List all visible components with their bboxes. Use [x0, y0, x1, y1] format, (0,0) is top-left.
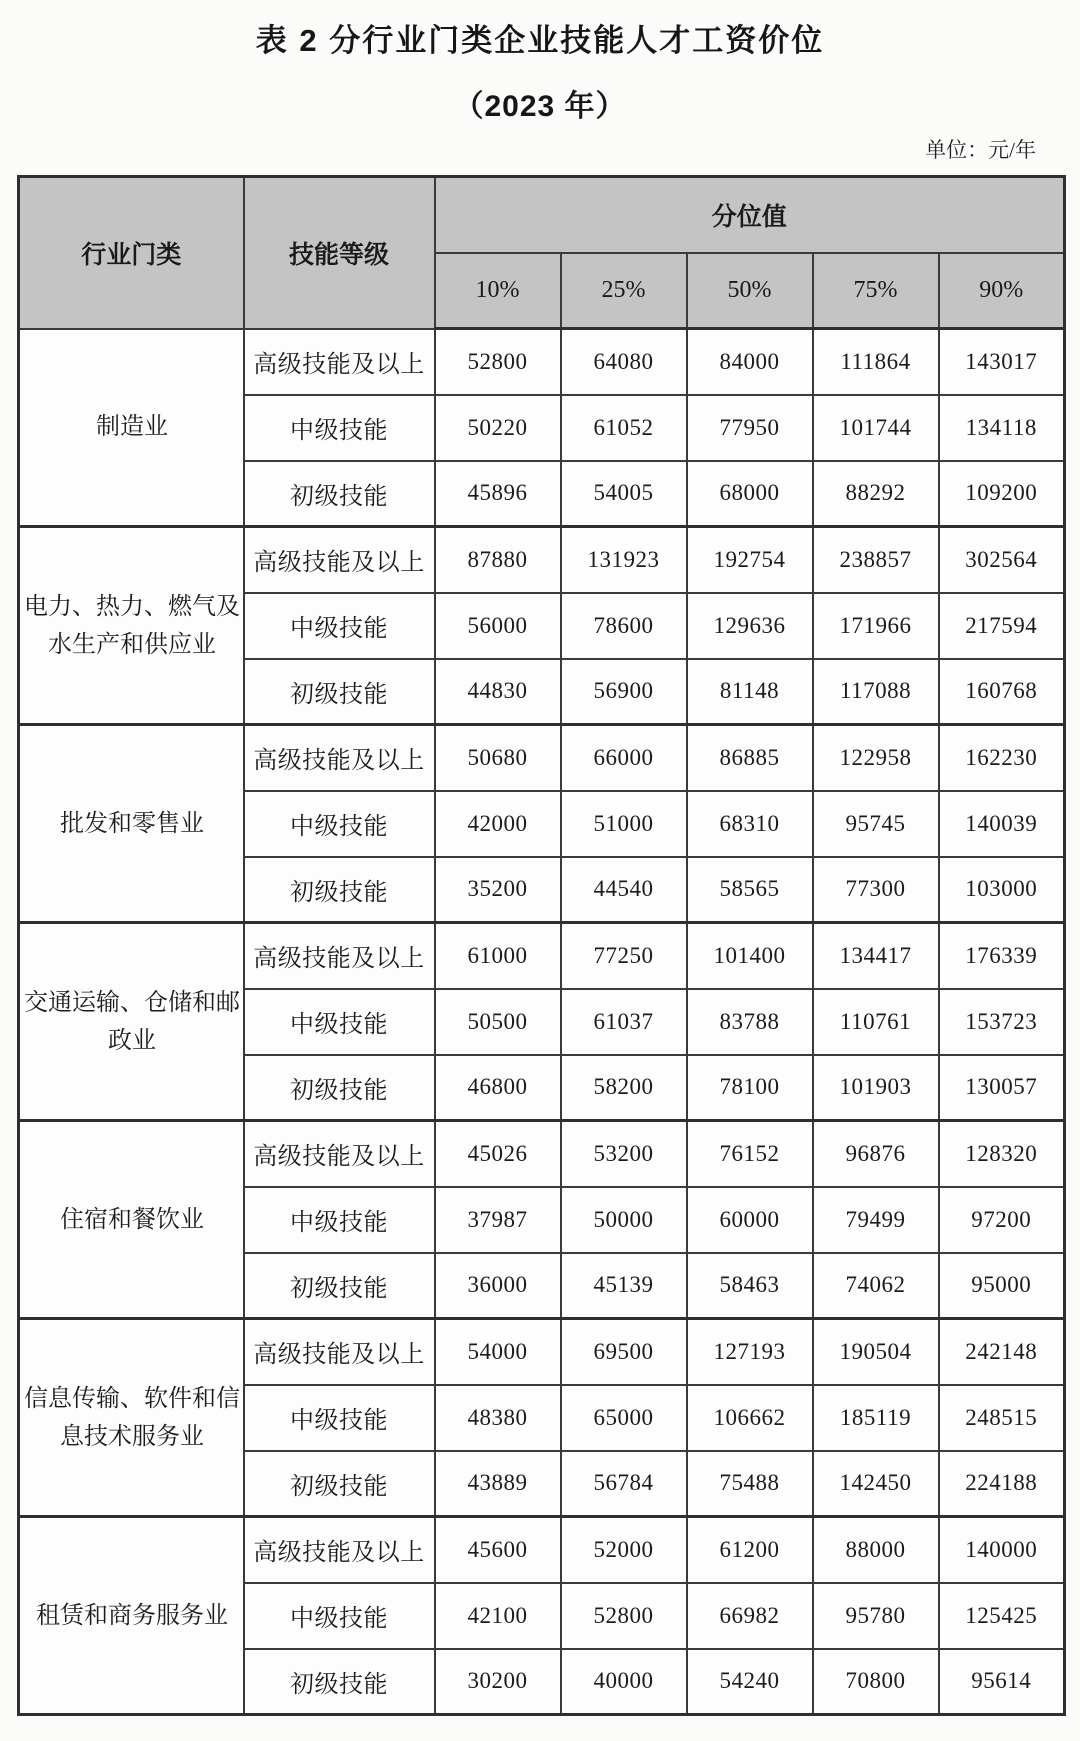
- wage-value-cell: 45896: [435, 461, 561, 527]
- wage-value-cell: 45139: [561, 1253, 687, 1319]
- skill-level-cell: 初级技能: [244, 857, 435, 923]
- wage-value-cell: 36000: [435, 1253, 561, 1319]
- wage-value-cell: 53200: [561, 1121, 687, 1187]
- wage-value-cell: 140039: [939, 791, 1065, 857]
- header-industry: 行业门类: [19, 177, 244, 329]
- wage-value-cell: 95000: [939, 1253, 1065, 1319]
- wage-value-cell: 96876: [813, 1121, 939, 1187]
- wage-value-cell: 176339: [939, 923, 1065, 989]
- wage-value-cell: 74062: [813, 1253, 939, 1319]
- wage-value-cell: 88000: [813, 1517, 939, 1583]
- skill-level-cell: 高级技能及以上: [244, 923, 435, 989]
- header-row-top: [19, 177, 1065, 253]
- wage-value-cell: 48380: [435, 1385, 561, 1451]
- industry-cell: [19, 329, 244, 527]
- wage-value-cell: 50220: [435, 395, 561, 461]
- unit-label: 单位：元/年: [925, 138, 1036, 162]
- skill-level-cell: 高级技能及以上: [244, 725, 435, 791]
- wage-value-cell: 140000: [939, 1517, 1065, 1583]
- industry-name: 交通运输、仓储和邮政业: [24, 989, 240, 1054]
- wage-value-cell: 224188: [939, 1451, 1065, 1517]
- header-percentile-group: 分位值: [435, 177, 1065, 253]
- wage-value-cell: 302564: [939, 527, 1065, 593]
- page-subtitle: （2023 年）: [453, 90, 627, 123]
- skill-level-cell: 高级技能及以上: [244, 1121, 435, 1187]
- skill-level-cell: 中级技能: [244, 1583, 435, 1649]
- table-row: [19, 329, 1065, 395]
- wage-value-cell: 46800: [435, 1055, 561, 1121]
- industry-cell: [19, 1517, 244, 1715]
- skill-level-cell: 初级技能: [244, 1451, 435, 1517]
- wage-value-cell: 143017: [939, 329, 1065, 395]
- wage-value-cell: 50680: [435, 725, 561, 791]
- industry-name: 电力、热力、燃气及水生产和供应业: [24, 593, 240, 658]
- wage-value-cell: 185119: [813, 1385, 939, 1451]
- wage-value-cell: 106662: [687, 1385, 813, 1451]
- industry-name: 住宿和餐饮业: [60, 1206, 204, 1233]
- table-row: [19, 1517, 1065, 1583]
- wage-value-cell: 134118: [939, 395, 1065, 461]
- industry-cell: [19, 1319, 244, 1517]
- wage-value-cell: 76152: [687, 1121, 813, 1187]
- wage-value-cell: 125425: [939, 1583, 1065, 1649]
- wage-value-cell: 81148: [687, 659, 813, 725]
- wage-value-cell: 78600: [561, 593, 687, 659]
- industry-name: 制造业: [96, 414, 168, 441]
- wage-value-cell: 37987: [435, 1187, 561, 1253]
- wage-value-cell: 61200: [687, 1517, 813, 1583]
- wage-value-cell: 54240: [687, 1649, 813, 1715]
- wage-value-cell: 79499: [813, 1187, 939, 1253]
- wage-value-cell: 129636: [687, 593, 813, 659]
- table-row: [19, 1319, 1065, 1385]
- page-title: 表 2 分行业门类企业技能人才工资价位: [255, 23, 825, 58]
- wage-value-cell: 58463: [687, 1253, 813, 1319]
- wage-value-cell: 86885: [687, 725, 813, 791]
- wage-value-cell: 64080: [561, 329, 687, 395]
- wage-value-cell: 101744: [813, 395, 939, 461]
- wage-value-cell: 109200: [939, 461, 1065, 527]
- header-percentile-25: 25%: [561, 253, 687, 329]
- skill-level-cell: 中级技能: [244, 791, 435, 857]
- wage-value-cell: 75488: [687, 1451, 813, 1517]
- wage-value-cell: 66982: [687, 1583, 813, 1649]
- wage-value-cell: 122958: [813, 725, 939, 791]
- skill-level-cell: 初级技能: [244, 659, 435, 725]
- skill-level-cell: 初级技能: [244, 1253, 435, 1319]
- wage-value-cell: 190504: [813, 1319, 939, 1385]
- wage-value-cell: 56784: [561, 1451, 687, 1517]
- wage-value-cell: 238857: [813, 527, 939, 593]
- wage-table: [17, 175, 1066, 1716]
- skill-level-cell: 初级技能: [244, 1649, 435, 1715]
- wage-value-cell: 54000: [435, 1319, 561, 1385]
- table-row: [19, 527, 1065, 593]
- table-row: [19, 725, 1065, 791]
- wage-value-cell: 101400: [687, 923, 813, 989]
- wage-value-cell: 95745: [813, 791, 939, 857]
- wage-value-cell: 192754: [687, 527, 813, 593]
- wage-value-cell: 130057: [939, 1055, 1065, 1121]
- industry-cell: [19, 527, 244, 725]
- wage-value-cell: 30200: [435, 1649, 561, 1715]
- wage-value-cell: 35200: [435, 857, 561, 923]
- wage-value-cell: 84000: [687, 329, 813, 395]
- wage-value-cell: 142450: [813, 1451, 939, 1517]
- header-percentile-90: 90%: [939, 253, 1065, 329]
- wage-value-cell: 52800: [435, 329, 561, 395]
- wage-value-cell: 97200: [939, 1187, 1065, 1253]
- wage-value-cell: 131923: [561, 527, 687, 593]
- wage-value-cell: 66000: [561, 725, 687, 791]
- industry-cell: [19, 1121, 244, 1319]
- table-row: [19, 923, 1065, 989]
- wage-value-cell: 162230: [939, 725, 1065, 791]
- wage-value-cell: 65000: [561, 1385, 687, 1451]
- wage-value-cell: 68310: [687, 791, 813, 857]
- skill-level-cell: 中级技能: [244, 593, 435, 659]
- wage-value-cell: 58565: [687, 857, 813, 923]
- wage-value-cell: 58200: [561, 1055, 687, 1121]
- wage-value-cell: 77250: [561, 923, 687, 989]
- industry-name: 租赁和商务服务业: [36, 1602, 228, 1629]
- wage-value-cell: 248515: [939, 1385, 1065, 1451]
- wage-value-cell: 45600: [435, 1517, 561, 1583]
- wage-value-cell: 95780: [813, 1583, 939, 1649]
- wage-value-cell: 51000: [561, 791, 687, 857]
- skill-level-cell: 初级技能: [244, 1055, 435, 1121]
- wage-value-cell: 43889: [435, 1451, 561, 1517]
- wage-value-cell: 78100: [687, 1055, 813, 1121]
- wage-value-cell: 83788: [687, 989, 813, 1055]
- wage-value-cell: 111864: [813, 329, 939, 395]
- wage-value-cell: 50500: [435, 989, 561, 1055]
- wage-value-cell: 44540: [561, 857, 687, 923]
- wage-value-cell: 70800: [813, 1649, 939, 1715]
- industry-name: 信息传输、软件和信息技术服务业: [24, 1385, 240, 1450]
- wage-value-cell: 153723: [939, 989, 1065, 1055]
- wage-value-cell: 127193: [687, 1319, 813, 1385]
- table-body: [19, 329, 1065, 1715]
- wage-value-cell: 40000: [561, 1649, 687, 1715]
- wage-value-cell: 61052: [561, 395, 687, 461]
- wage-value-cell: 87880: [435, 527, 561, 593]
- skill-level-cell: 高级技能及以上: [244, 329, 435, 395]
- wage-value-cell: 77950: [687, 395, 813, 461]
- wage-value-cell: 44830: [435, 659, 561, 725]
- wage-value-cell: 52000: [561, 1517, 687, 1583]
- wage-value-cell: 54005: [561, 461, 687, 527]
- wage-value-cell: 45026: [435, 1121, 561, 1187]
- wage-value-cell: 101903: [813, 1055, 939, 1121]
- table-row: [19, 1121, 1065, 1187]
- skill-level-cell: 高级技能及以上: [244, 1319, 435, 1385]
- skill-level-cell: 高级技能及以上: [244, 527, 435, 593]
- wage-value-cell: 68000: [687, 461, 813, 527]
- industry-name: 批发和零售业: [60, 810, 204, 837]
- industry-cell: [19, 923, 244, 1121]
- wage-value-cell: 61000: [435, 923, 561, 989]
- wage-value-cell: 134417: [813, 923, 939, 989]
- wage-value-cell: 61037: [561, 989, 687, 1055]
- wage-value-cell: 42000: [435, 791, 561, 857]
- wage-value-cell: 128320: [939, 1121, 1065, 1187]
- skill-level-cell: 高级技能及以上: [244, 1517, 435, 1583]
- header-percentile-75: 75%: [813, 253, 939, 329]
- wage-value-cell: 217594: [939, 593, 1065, 659]
- industry-cell: [19, 725, 244, 923]
- wage-value-cell: 60000: [687, 1187, 813, 1253]
- header-skill: 技能等级: [244, 177, 435, 329]
- header-percentile-10: 10%: [435, 253, 561, 329]
- wage-value-cell: 117088: [813, 659, 939, 725]
- wage-value-cell: 95614: [939, 1649, 1065, 1715]
- header-percentile-50: 50%: [687, 253, 813, 329]
- wage-value-cell: 88292: [813, 461, 939, 527]
- wage-value-cell: 242148: [939, 1319, 1065, 1385]
- wage-value-cell: 56000: [435, 593, 561, 659]
- skill-level-cell: 中级技能: [244, 395, 435, 461]
- table-header: [19, 177, 1065, 329]
- wage-value-cell: 52800: [561, 1583, 687, 1649]
- wage-value-cell: 171966: [813, 593, 939, 659]
- wage-value-cell: 50000: [561, 1187, 687, 1253]
- skill-level-cell: 初级技能: [244, 461, 435, 527]
- skill-level-cell: 中级技能: [244, 989, 435, 1055]
- wage-value-cell: 77300: [813, 857, 939, 923]
- skill-level-cell: 中级技能: [244, 1385, 435, 1451]
- wage-value-cell: 160768: [939, 659, 1065, 725]
- wage-value-cell: 103000: [939, 857, 1065, 923]
- wage-value-cell: 56900: [561, 659, 687, 725]
- wage-value-cell: 42100: [435, 1583, 561, 1649]
- wage-value-cell: 69500: [561, 1319, 687, 1385]
- wage-value-cell: 110761: [813, 989, 939, 1055]
- skill-level-cell: 中级技能: [244, 1187, 435, 1253]
